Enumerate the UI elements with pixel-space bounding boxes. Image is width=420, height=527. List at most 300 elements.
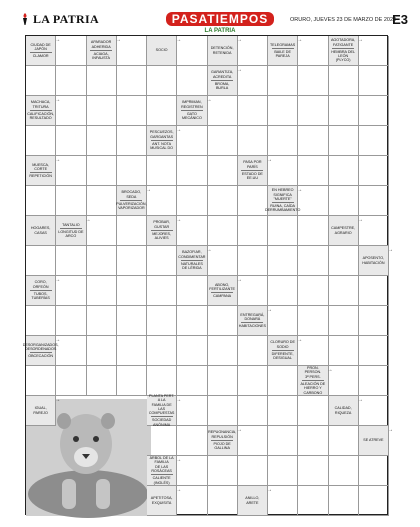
answer-cell[interactable] [238, 336, 268, 366]
answer-cell[interactable] [329, 426, 359, 456]
answer-cell[interactable] [56, 66, 86, 96]
clue-text: HEMBRA DEL [331, 49, 356, 54]
clue-divider [30, 172, 52, 173]
clue-text: PAREJA [275, 54, 290, 59]
answer-cell[interactable] [298, 126, 328, 156]
arrow-icon: → [176, 127, 182, 133]
answer-cell[interactable] [177, 456, 207, 486]
answer-cell[interactable] [359, 36, 389, 66]
answer-cell[interactable] [177, 336, 207, 366]
clue-text: (INGLÉS) [153, 480, 170, 485]
clue-text: CONDIMENTAR [178, 254, 206, 259]
answer-cell[interactable] [238, 456, 268, 486]
answer-cell[interactable] [117, 36, 147, 66]
answer-cell[interactable] [359, 66, 389, 96]
clue-text: TUBERÍAS [31, 296, 50, 301]
arrow-icon: → [55, 277, 61, 283]
answer-cell[interactable] [117, 216, 147, 246]
clue-cell [147, 456, 182, 486]
clue-divider [30, 290, 52, 291]
answer-cell[interactable] [298, 216, 328, 246]
answer-cell[interactable] [208, 246, 238, 276]
clue-text: CALIENTE [152, 476, 171, 481]
clue-cell [22, 336, 61, 366]
answer-cell[interactable] [26, 306, 56, 336]
answer-cell[interactable] [298, 186, 328, 216]
arrow-icon: → [327, 367, 333, 373]
clue-text: ORFEÓN [32, 284, 49, 289]
clue-text: TUBOS, [33, 292, 48, 296]
answer-cell[interactable] [26, 366, 56, 396]
arrow-icon: → [297, 187, 303, 193]
clue-text: 3ª PERS. [305, 374, 321, 379]
clue-text: NATURALES [180, 262, 203, 266]
clue-text: ENTREGARÁ, [240, 312, 265, 317]
clue-divider [272, 48, 294, 49]
answer-cell[interactable] [56, 276, 86, 306]
clue-text: BAZOFIAR, [182, 250, 202, 255]
answer-cell[interactable] [56, 306, 86, 336]
clue-text: PROBAR, [153, 220, 170, 225]
answer-cell[interactable] [208, 306, 238, 336]
answer-cell[interactable] [268, 246, 298, 276]
clue-text: TANTALIO [62, 222, 80, 227]
answer-cell[interactable] [268, 276, 298, 306]
clue-text: IGUAL, [34, 406, 47, 411]
answer-cell[interactable] [359, 276, 389, 306]
answer-cell[interactable] [147, 156, 177, 186]
clue-text: BURLA [215, 86, 229, 91]
answer-cell[interactable] [238, 396, 268, 426]
arrow-icon: → [388, 247, 393, 253]
answer-cell[interactable] [298, 246, 328, 276]
clue-text: DESIGUAL [273, 356, 292, 361]
arrow-icon: → [357, 37, 363, 43]
clue-text: VAPORIZADOR [118, 206, 145, 211]
answer-cell[interactable] [147, 336, 177, 366]
answer-cell[interactable] [177, 366, 207, 396]
clue-text: ACREDITA [212, 74, 232, 79]
answer-cell[interactable] [87, 336, 117, 366]
answer-cell[interactable] [208, 456, 238, 486]
clue-text: DETENCIÓN, [210, 46, 234, 51]
clue-text: SE ATREVE [363, 438, 384, 443]
answer-cell[interactable] [147, 186, 177, 216]
answer-cell[interactable] [238, 366, 268, 396]
clue-text: ADHERIDA [91, 44, 111, 49]
clue-text: PLANTA PERT. A LA [148, 393, 175, 403]
answer-cell[interactable] [329, 276, 359, 306]
crossword-board [22, 35, 393, 515]
answer-cell[interactable] [56, 126, 86, 156]
newspaper-logo [20, 12, 99, 27]
answer-cell[interactable] [268, 126, 298, 156]
answer-cell[interactable] [329, 306, 359, 336]
answer-cell[interactable] [87, 306, 117, 336]
answer-cell[interactable] [26, 186, 56, 216]
clue-text: TELEGRAMAS [270, 42, 296, 47]
clue-cell [329, 36, 363, 66]
answer-cell[interactable] [147, 426, 177, 456]
answer-cell[interactable] [208, 96, 238, 126]
clue-cell [208, 36, 242, 66]
clue-text: APETITOSA, [150, 496, 173, 501]
arrow-icon: → [55, 337, 61, 343]
clue-text: DESORGANIZADOS, [22, 342, 59, 347]
clue-text: IMPRIMAN, [182, 100, 202, 105]
clue-text: REPULSIÓN [211, 434, 233, 439]
clue-text: PIOJO DE [213, 442, 231, 446]
clue-text: DIFERENTE, [271, 352, 294, 356]
clue-cell [26, 156, 61, 186]
answer-cell[interactable] [56, 186, 86, 216]
answer-cell[interactable] [238, 216, 268, 246]
clue-text: APARADOR [90, 40, 112, 45]
answer-cell[interactable] [329, 186, 359, 216]
torch-icon [20, 13, 30, 25]
clue-text: GARGANTAS [150, 134, 174, 139]
answer-cell[interactable] [208, 156, 238, 186]
answer-cell[interactable] [208, 126, 238, 156]
clue-cell [177, 246, 212, 276]
clue-text: CALIDAD, [334, 406, 352, 411]
answer-cell[interactable] [177, 276, 207, 306]
clue-text: CORTE [34, 166, 48, 171]
answer-cell[interactable] [238, 186, 268, 216]
answer-cell[interactable] [359, 396, 389, 426]
clue-divider [30, 352, 52, 353]
dateline: ORURO, JUEVES 23 DE MARZO DE 2023 [290, 17, 397, 23]
answer-cell[interactable] [298, 426, 328, 456]
answer-cell[interactable] [329, 126, 359, 156]
clue-text: TRITURA [32, 104, 49, 109]
arrow-icon: → [176, 487, 182, 493]
answer-cell[interactable] [56, 36, 86, 66]
answer-cell[interactable] [87, 186, 117, 216]
clue-text: CALIFICACIÓN, [27, 112, 55, 116]
clue-text: ESTADO DE [241, 172, 263, 176]
answer-cell[interactable] [177, 396, 207, 426]
answer-cell[interactable] [298, 336, 328, 366]
answer-cell[interactable] [298, 36, 328, 66]
clue-text: RESULTADO [29, 116, 52, 121]
clue-divider [60, 228, 82, 229]
answer-cell[interactable] [238, 66, 268, 96]
clue-text: DONARÁ [244, 316, 261, 321]
arrow-icon: → [236, 277, 242, 283]
answer-cell[interactable] [177, 486, 207, 516]
clue-cell [238, 486, 272, 516]
answer-cell[interactable] [177, 156, 207, 186]
clue-cell [147, 393, 182, 427]
arrow-icon: → [236, 67, 242, 73]
answer-cell[interactable] [208, 486, 238, 516]
clue-text: AGRARIO [334, 230, 352, 235]
answer-cell[interactable] [298, 306, 328, 336]
answer-cell[interactable] [87, 246, 117, 276]
answer-cell[interactable] [56, 366, 86, 396]
clue-text: REPUGNANCIA, [208, 430, 237, 435]
arrow-icon: → [55, 37, 61, 43]
answer-cell[interactable] [87, 96, 117, 126]
answer-cell[interactable] [177, 66, 207, 96]
clue-text: ALIVIES [154, 236, 169, 241]
clue-text: CASAS [34, 230, 47, 235]
clue-text: RIQUEZA [334, 410, 352, 415]
answer-cell[interactable] [208, 396, 238, 426]
answer-cell[interactable] [147, 246, 177, 276]
answer-cell[interactable] [208, 186, 238, 216]
answer-cell[interactable] [56, 246, 86, 276]
answer-cell[interactable] [87, 366, 117, 396]
arrow-icon: → [176, 457, 182, 463]
clue-divider [211, 440, 233, 441]
answer-cell[interactable] [87, 126, 117, 156]
clue-cell [147, 36, 182, 66]
clue-cell [238, 306, 272, 336]
arrow-icon: → [85, 217, 91, 223]
clue-text: ANT. NOTA [152, 142, 172, 146]
answer-cell[interactable] [359, 366, 389, 396]
clue-text: RETENIDA [212, 50, 232, 55]
answer-cell[interactable] [268, 96, 298, 126]
answer-cell[interactable] [26, 126, 56, 156]
answer-cell[interactable] [177, 36, 207, 66]
clue-text: MUSICAL DO [150, 146, 174, 151]
clue-text: ARCO [65, 234, 77, 239]
answer-cell[interactable] [117, 156, 147, 186]
arrow-icon: → [176, 217, 182, 223]
answer-cell[interactable] [238, 426, 268, 456]
clue-text: MUESCA, [32, 162, 50, 167]
clue-divider [120, 200, 142, 201]
clue-text: BAILE DE [274, 49, 291, 54]
answer-cell[interactable] [87, 216, 117, 246]
clue-text: ÁRBOL DE LA FAMILIA [149, 456, 174, 465]
answer-cell[interactable] [268, 366, 298, 396]
answer-cell[interactable] [359, 96, 389, 126]
arrow-icon: → [206, 247, 212, 253]
clue-divider [151, 474, 173, 475]
answer-cell[interactable] [329, 156, 359, 186]
answer-cell[interactable] [26, 66, 56, 96]
arrow-icon: → [146, 187, 151, 193]
clue-cell [147, 126, 182, 156]
clue-text: CAMPESTRE, [331, 226, 356, 231]
answer-cell[interactable] [359, 186, 389, 216]
clue-cell [329, 396, 363, 426]
answer-cell[interactable] [329, 456, 359, 486]
answer-cell[interactable] [177, 426, 207, 456]
clue-text: CIUDAD DE [30, 42, 51, 47]
answer-cell[interactable] [87, 276, 117, 306]
answer-cell[interactable] [26, 246, 56, 276]
answer-cell[interactable] [87, 66, 117, 96]
clue-text: DE LAS ROSÁCEAS [151, 464, 172, 473]
clue-divider [302, 380, 324, 381]
answer-cell[interactable] [238, 276, 268, 306]
answer-cell[interactable] [268, 396, 298, 426]
answer-cell[interactable] [359, 126, 389, 156]
clue-text: HOGARES, [30, 226, 51, 231]
answer-cell[interactable] [238, 36, 268, 66]
clue-cell [208, 426, 242, 456]
clue-text: CLORURO DE [270, 340, 295, 345]
clue-text: COMPUESTAS [148, 411, 175, 416]
clue-text: JAPÓN [34, 46, 47, 51]
clue-cell [26, 216, 56, 246]
answer-cell[interactable] [298, 456, 328, 486]
answer-cell[interactable] [298, 396, 328, 426]
clue-divider [151, 416, 173, 417]
answer-cell[interactable] [268, 66, 298, 96]
clue-text: BROMA, [214, 82, 230, 86]
clue-divider [272, 350, 294, 351]
clue-text: GALLINA [214, 446, 230, 451]
clue-divider [30, 52, 52, 53]
clue-text: FATIGANTE [333, 42, 354, 47]
clue-divider [30, 110, 52, 111]
answer-cell[interactable] [208, 336, 238, 366]
answer-cell[interactable] [177, 306, 207, 336]
clue-text: CAMPANA [213, 294, 232, 299]
clue-text: CARBONO [303, 390, 323, 395]
clue-cell [147, 216, 182, 246]
clue-divider [151, 230, 173, 231]
clue-divider [90, 50, 112, 51]
answer-cell[interactable] [298, 66, 328, 96]
answer-cell[interactable] [329, 486, 359, 516]
clue-text: INFAUSTA [92, 56, 110, 61]
answer-cell[interactable] [298, 486, 328, 516]
clue-divider [181, 110, 203, 111]
answer-cell[interactable] [329, 66, 359, 96]
answer-cell[interactable] [147, 366, 177, 396]
clue-text: HABITACIÓN [362, 260, 385, 265]
answer-cell[interactable] [268, 426, 298, 456]
arrow-icon: → [357, 217, 363, 223]
clue-cell [208, 66, 242, 96]
answer-cell[interactable] [238, 96, 268, 126]
answer-cell[interactable] [147, 306, 177, 336]
page-number: E3 [392, 12, 408, 27]
answer-cell[interactable] [359, 456, 389, 486]
answer-cell[interactable] [359, 306, 389, 336]
answer-cell[interactable] [238, 126, 268, 156]
answer-cell[interactable] [298, 156, 328, 186]
clue-cell [26, 36, 61, 66]
answer-cell[interactable] [268, 216, 298, 246]
answer-cell[interactable] [147, 66, 177, 96]
answer-cell[interactable] [329, 96, 359, 126]
answer-cell[interactable] [117, 336, 147, 366]
clue-text: APOSENTO, [362, 256, 385, 261]
answer-cell[interactable] [208, 216, 238, 246]
arrow-icon: → [267, 487, 272, 493]
answer-cell[interactable] [359, 156, 389, 186]
answer-cell[interactable] [208, 366, 238, 396]
answer-cell[interactable] [177, 216, 207, 246]
arrow-icon: → [297, 337, 303, 343]
answer-cell[interactable] [56, 336, 86, 366]
answer-cell[interactable] [268, 156, 298, 186]
answer-cell[interactable] [298, 96, 328, 126]
clue-text: LONGITUD DE [58, 229, 84, 234]
clue-text: MECÁNICO [181, 116, 202, 121]
clue-divider [272, 202, 294, 203]
answer-cell[interactable] [329, 336, 359, 366]
clue-cell [116, 186, 151, 216]
clue-text: SODIO [276, 344, 289, 349]
arrow-icon: → [267, 157, 272, 163]
answer-cell[interactable] [329, 366, 359, 396]
clue-cell [208, 276, 242, 306]
clue-cell [264, 186, 303, 216]
answer-cell[interactable] [177, 186, 207, 216]
page-header [20, 10, 410, 34]
answer-cell[interactable] [87, 156, 117, 186]
clue-text: EN HEBREO [271, 188, 294, 193]
answer-cell[interactable] [56, 96, 86, 126]
answer-cell[interactable] [117, 126, 147, 156]
arrow-icon: → [55, 397, 61, 403]
arrow-icon: → [176, 37, 182, 43]
clue-cell [298, 366, 333, 396]
clue-text: OBCECACIÓN [28, 354, 54, 359]
clue-cell [56, 216, 91, 246]
clue-cell [26, 276, 61, 306]
answer-cell[interactable] [268, 486, 298, 516]
clue-text: SEDA [126, 194, 137, 199]
clue-cell [87, 36, 121, 66]
logo-text: LA PATRIA [33, 12, 99, 26]
section-brand [165, 10, 275, 34]
answer-cell[interactable] [359, 216, 389, 246]
answer-cell[interactable] [147, 96, 177, 126]
clue-cell [26, 396, 61, 426]
answer-cell[interactable] [117, 66, 147, 96]
answer-cell[interactable] [117, 96, 147, 126]
answer-cell[interactable] [117, 306, 147, 336]
answer-cell[interactable] [117, 246, 147, 276]
answer-cell[interactable] [147, 276, 177, 306]
answer-cell[interactable] [268, 456, 298, 486]
answer-cell[interactable] [56, 156, 86, 186]
answer-cell[interactable] [117, 366, 147, 396]
answer-cell[interactable] [177, 126, 207, 156]
answer-cell[interactable] [359, 336, 389, 366]
answer-cell[interactable] [238, 246, 268, 276]
answer-cell[interactable] [117, 276, 147, 306]
clue-text: REPETICIÓN [29, 174, 52, 179]
clue-text: PULVERIZACIÓN, [116, 202, 147, 206]
clue-text: MACHACA, [30, 100, 51, 105]
clue-text: EXQUISITA [151, 500, 172, 505]
answer-cell[interactable] [268, 306, 298, 336]
clue-divider [241, 322, 263, 323]
clue-text: HIERRO Y [303, 386, 322, 391]
clue-text: CLAMOR [32, 54, 49, 59]
clue-divider [332, 48, 354, 49]
clue-text: PESCUEZOS, [149, 130, 174, 135]
clue-text: FAMILIA DE LAS [151, 402, 172, 411]
brand-subtitle: LA PATRIA [204, 28, 236, 34]
answer-cell[interactable] [359, 486, 389, 516]
answer-cell[interactable] [298, 276, 328, 306]
clue-divider [211, 292, 233, 293]
answer-cell[interactable] [329, 246, 359, 276]
clue-cell [359, 246, 393, 276]
